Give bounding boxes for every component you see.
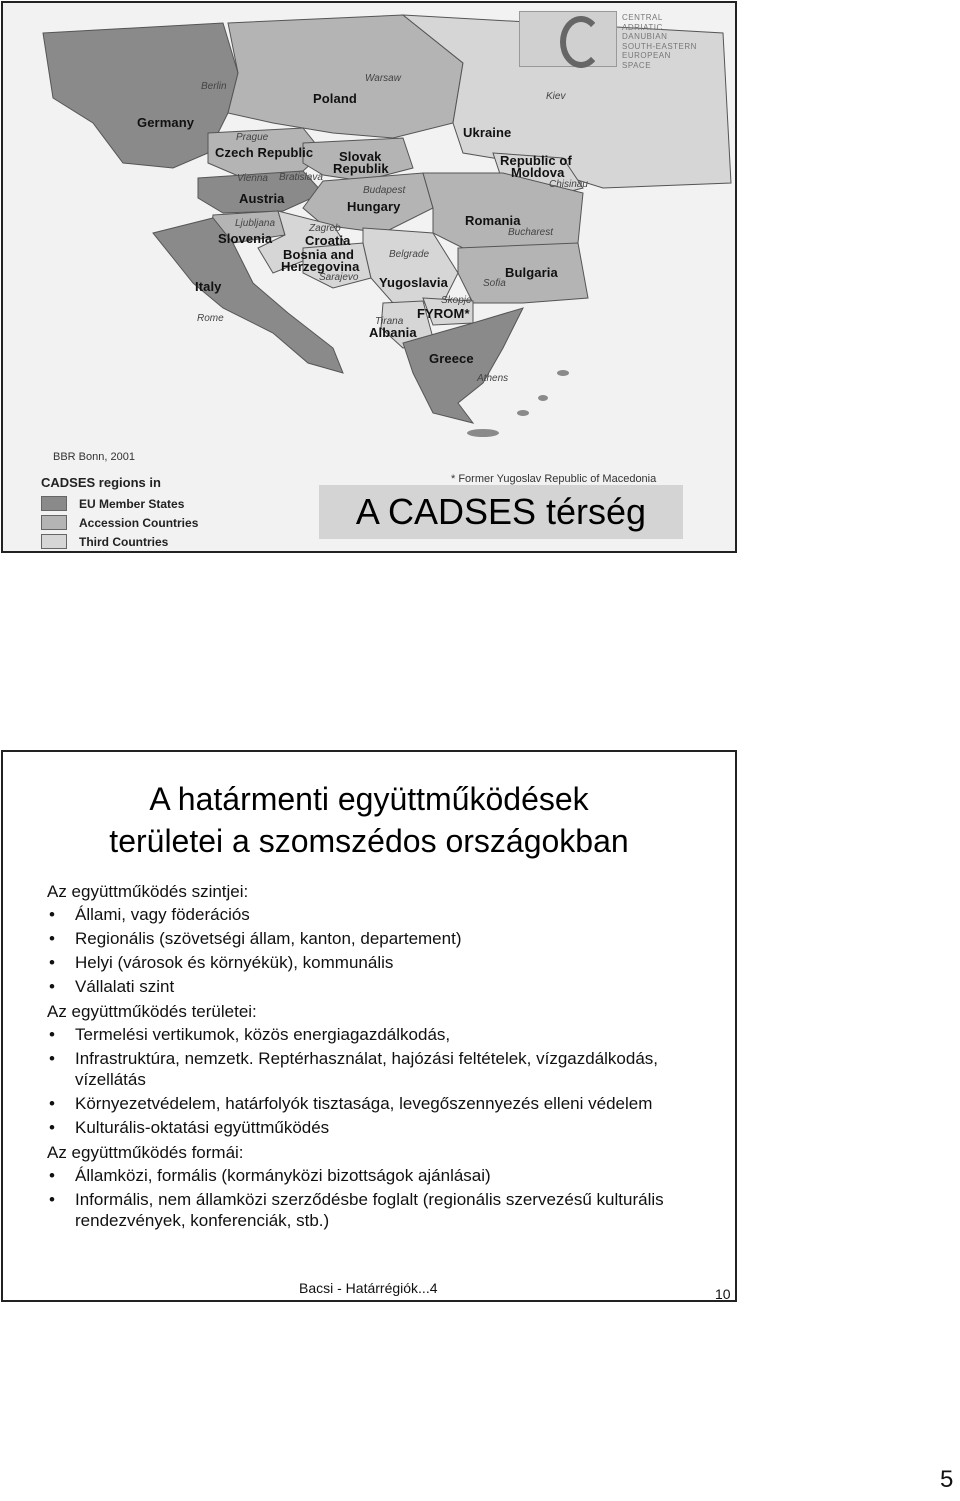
list-item [47, 976, 707, 997]
page-number: 5 [940, 1466, 954, 1493]
slide2-footer: Bacsi - Határrégiók...4 [299, 1280, 438, 1296]
city-prague: Prague [236, 132, 269, 143]
slide2-title-line: területei a szomszédos országokban [109, 823, 629, 859]
city-sofia: Sofia [483, 278, 506, 289]
list-item [47, 1165, 707, 1186]
label-romania: Romania [465, 213, 521, 228]
list-item [47, 904, 707, 925]
label-moldova-1: Republic of [500, 153, 572, 168]
logo-line: SPACE [622, 60, 652, 70]
bullet-icon: • [49, 953, 55, 972]
logo-line: EUROPEAN [622, 51, 671, 60]
map-legend [41, 475, 198, 551]
city-belgrade: Belgrade [389, 249, 430, 260]
city-ljubljana: Ljubljana [235, 218, 276, 229]
city-skopje: Skopje [441, 295, 472, 306]
label-republik: Republik [333, 161, 389, 176]
list-item-text: Vállalati szint [75, 977, 175, 996]
slide2-title-line: A határmenti együttműködések [149, 781, 589, 817]
list-item [47, 1024, 707, 1045]
city-bratislava: Bratislava [279, 172, 323, 183]
slide2-body [47, 880, 707, 1234]
slide2-number: 10 [715, 1286, 731, 1302]
list-item-text: Államközi, formális (kormányközi bizottságok ajánlásai) [75, 1166, 491, 1185]
logo-c-mark [560, 16, 602, 68]
logo-text [622, 13, 722, 70]
label-moldova-2: Moldova [511, 165, 565, 180]
map-slide [1, 1, 737, 553]
list-item-text: Környezetvédelem, határfolyók tisztasága, levegőszennyezés elleni védelem [75, 1094, 653, 1113]
label-slovenia: Slovenia [218, 231, 273, 246]
levels-heading: Az együttműködés szintjei: [47, 882, 249, 901]
legend-swatch-accession [41, 515, 67, 530]
legend-item [41, 532, 198, 551]
bullet-icon: • [49, 905, 55, 924]
label-ukraine: Ukraine [463, 125, 512, 140]
city-zagreb: Zagreb [309, 223, 341, 234]
list-item-text: Kulturális-oktatási együttműködés [75, 1118, 330, 1137]
label-italy: Italy [195, 279, 222, 294]
city-budapest: Budapest [363, 185, 406, 196]
logo-line: CENTRAL [622, 13, 663, 22]
list-item [47, 1117, 707, 1138]
legend-label: Accession Countries [79, 515, 199, 530]
label-slovak: Slovak [339, 149, 382, 164]
legend-label: EU Member States [79, 496, 185, 511]
city-athens: Athens [477, 373, 509, 384]
logo-line: SOUTH-EASTERN [622, 41, 697, 51]
list-item [47, 1048, 707, 1090]
city-warsaw: Warsaw [365, 73, 401, 84]
label-albania: Albania [369, 325, 417, 340]
bullet-icon: • [49, 977, 55, 996]
legend-item [41, 494, 198, 513]
list-item [47, 928, 707, 949]
label-yugoslavia: Yugoslavia [379, 275, 448, 290]
map-footnote: * Former Yugoslav Republic of Macedonia [451, 473, 657, 485]
bullet-icon: • [49, 1118, 55, 1137]
map-credit: BBR Bonn, 2001 [53, 451, 135, 463]
legend-title: CADSES regions in [41, 475, 161, 490]
bullet-icon: • [49, 1190, 55, 1209]
bullet-icon: • [49, 1025, 55, 1044]
label-hungary: Hungary [347, 199, 401, 214]
city-berlin: Berlin [201, 81, 227, 92]
list-item [47, 1189, 707, 1231]
city-chisinau: Chisinau [549, 179, 588, 190]
list-item-text: Infrastruktúra, nemzetk. Reptérhasználat, hajózási feltételek, vízgazdálkodás, vízellátás [75, 1049, 659, 1089]
city-sarajevo: Sarajevo [319, 272, 359, 283]
city-rome: Rome [197, 313, 224, 324]
city-tirana: Tirana [375, 316, 404, 327]
label-austria: Austria [239, 191, 285, 206]
list-item [47, 952, 707, 973]
label-fyrom: FYROM* [417, 306, 470, 321]
label-poland: Poland [313, 91, 357, 106]
bullet-icon: • [49, 1049, 55, 1068]
list-item [47, 1093, 707, 1114]
slide1-title: A CADSES térség [355, 491, 647, 532]
legend-swatch-eu [41, 496, 67, 511]
legend-swatch-third [41, 534, 67, 549]
bullet-icon: • [49, 1166, 55, 1185]
list-item-text: Informális, nem államközi szerződésbe foglalt (regionális szervezésű kulturális rendezvények, konferenciák, stb.) [75, 1190, 664, 1230]
city-bucharest: Bucharest [508, 227, 554, 238]
label-bosnia-2: Herzegovina [281, 259, 360, 274]
label-czech: Czech Republic [215, 145, 314, 160]
list-item-text: Állami, vagy föderációs [75, 905, 250, 924]
label-germany: Germany [137, 115, 195, 130]
bullet-icon: • [49, 929, 55, 948]
cadses-logo [519, 11, 617, 67]
logo-line: DANUBIAN [622, 32, 668, 41]
list-item-text: Regionális (szövetségi állam, kanton, departement) [75, 929, 462, 948]
label-bulgaria: Bulgaria [505, 265, 558, 280]
areas-heading: Az együttműködés területei: [47, 1002, 257, 1021]
legend-label: Third Countries [79, 534, 169, 549]
list-item-text: Helyi (városok és környékük), kommunális [75, 953, 394, 972]
legend-item [41, 513, 198, 532]
text-slide [1, 750, 737, 1302]
label-bosnia-1: Bosnia and [283, 247, 355, 262]
label-croatia: Croatia [305, 233, 351, 248]
bullet-icon: • [49, 1094, 55, 1113]
logo-line: ADRIATIC [622, 22, 663, 32]
slide2-title [3, 778, 735, 862]
slide1-title-box [319, 485, 683, 539]
city-vienna: Vienna [237, 173, 268, 184]
label-greece: Greece [429, 351, 474, 366]
forms-heading: Az együttműködés formái: [47, 1143, 244, 1162]
list-item-text: Termelési vertikumok, közös energiagazdálkodás, [75, 1025, 451, 1044]
city-kiev: Kiev [546, 91, 566, 102]
cadses-map [3, 3, 735, 551]
